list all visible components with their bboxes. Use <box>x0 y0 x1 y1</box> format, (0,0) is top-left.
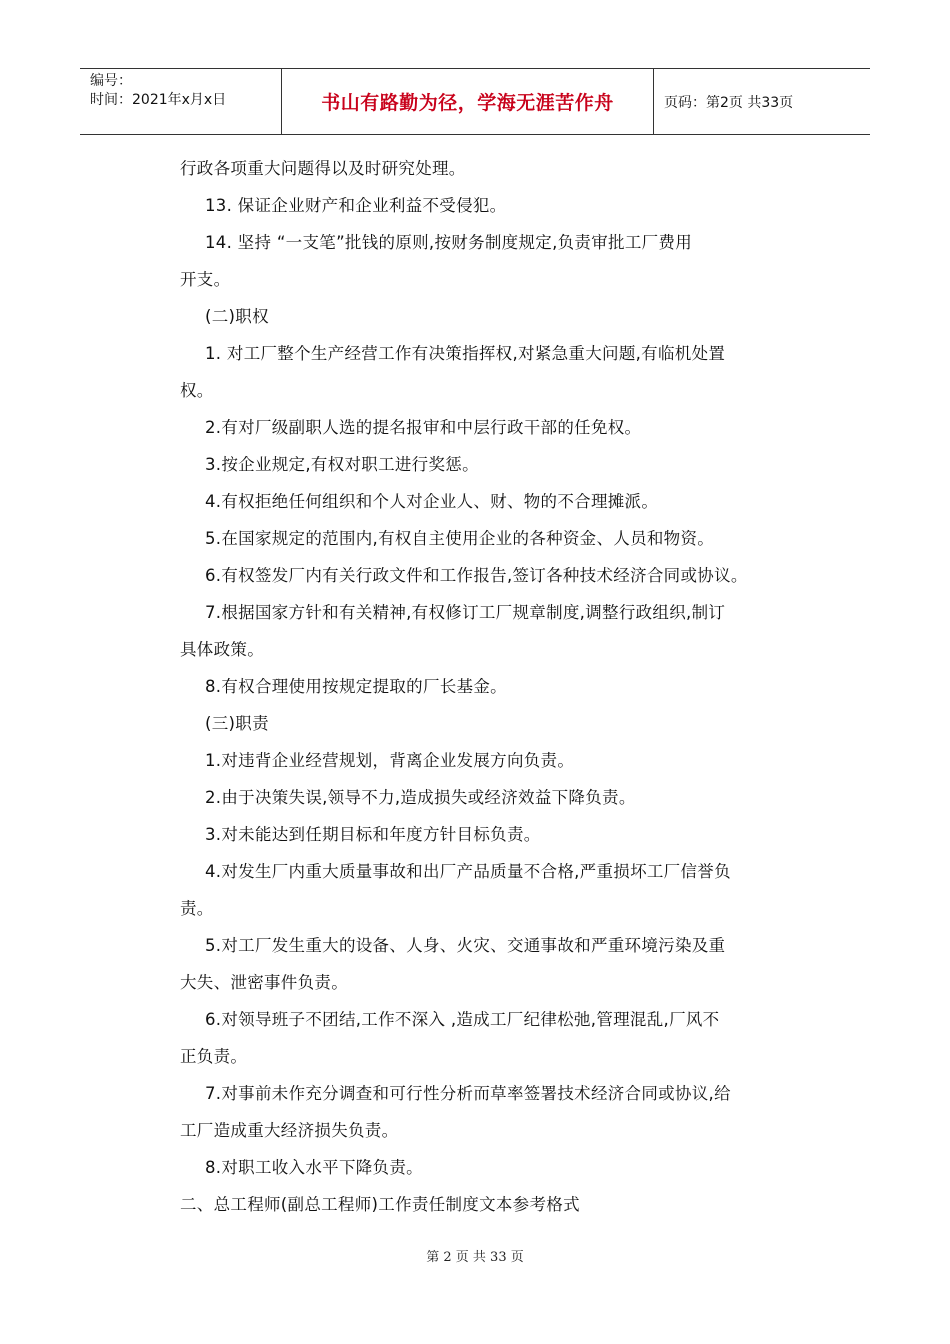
body-paragraph: 5.在国家规定的范围内,有权自主使用企业的各种资金、人员和物资。 <box>205 529 715 548</box>
body-paragraph: 14. 坚持 “一支笔”批钱的原则,按财务制度规定,负责审批工厂费用 <box>205 233 693 252</box>
body-paragraph: 责。 <box>180 899 214 918</box>
header-page-info: 页码：第2页 共33页 <box>664 94 794 111</box>
body-paragraph: 3.对未能达到任期目标和年度方针目标负责。 <box>205 825 541 844</box>
body-paragraph: 7.对事前未作充分调查和可行性分析而草率签署技术经济合同或协议,给 <box>205 1084 731 1103</box>
body-paragraph: 工厂造成重大经济损失负责。 <box>180 1121 399 1140</box>
page-footer <box>0 1246 950 1265</box>
body-paragraph: 具体政策。 <box>180 640 264 659</box>
body-paragraph: 1.对违背企业经营规划，背离企业发展方向负责。 <box>205 751 575 770</box>
body-paragraph: 正负责。 <box>180 1047 248 1066</box>
document-number-label: 编号： <box>90 73 132 89</box>
body-paragraph: 8.有权合理使用按规定提取的厂长基金。 <box>205 677 507 696</box>
document-body <box>180 150 820 1223</box>
header-motto: 书山有路勤为径，学海无涯苦作舟 <box>321 92 614 114</box>
header-motto-cell <box>282 69 654 134</box>
body-paragraph: 4.有权拒绝任何组织和个人对企业人、财、物的不合理摊派。 <box>205 492 659 511</box>
document-time-label: 时间：2021年x月x日 <box>90 92 227 108</box>
body-paragraph: (三)职责 <box>205 714 269 733</box>
body-paragraph: 6.对领导班子不团结,工作不深入 ,造成工厂纪律松弛,管理混乱,厂风不 <box>205 1010 720 1029</box>
header-page-info-cell <box>654 69 870 134</box>
body-paragraph: 8.对职工收入水平下降负责。 <box>205 1158 423 1177</box>
body-paragraph: 2.由于决策失误,领导不力,造成损失或经济效益下降负责。 <box>205 788 636 807</box>
body-paragraph: 1. 对工厂整个生产经营工作有决策指挥权,对紧急重大问题,有临机处置 <box>205 344 726 363</box>
body-paragraph: 行政各项重大问题得以及时研究处理。 <box>180 159 466 178</box>
body-paragraph: 5.对工厂发生重大的设备、人身、火灾、交通事故和严重环境污染及重 <box>205 936 726 955</box>
body-paragraph: 大失、泄密事件负责。 <box>180 973 348 992</box>
footer-page-number: 第 2 页 共 33 页 <box>426 1250 524 1265</box>
header-meta <box>80 69 282 134</box>
body-paragraph: 开支。 <box>180 270 231 289</box>
body-paragraph: 6.有权签发厂内有关行政文件和工作报告,签订各种技术经济合同或协议。 <box>205 566 748 585</box>
body-paragraph: 4.对发生厂内重大质量事故和出厂产品质量不合格,严重损坏工厂信誉负 <box>205 862 731 881</box>
body-paragraph: 2.有对厂级副职人选的提名报审和中层行政干部的任免权。 <box>205 418 642 437</box>
body-paragraph: 二、总工程师(副总工程师)工作责任制度文本参考格式 <box>180 1195 580 1214</box>
page-header <box>80 68 870 135</box>
body-paragraph: 权。 <box>180 381 214 400</box>
body-paragraph: 7.根据国家方针和有关精神,有权修订工厂规章制度,调整行政组织,制订 <box>205 603 726 622</box>
body-paragraph: 13. 保证企业财产和企业利益不受侵犯。 <box>205 196 507 215</box>
body-paragraph: (二)职权 <box>205 307 269 326</box>
body-paragraph: 3.按企业规定,有权对职工进行奖惩。 <box>205 455 479 474</box>
